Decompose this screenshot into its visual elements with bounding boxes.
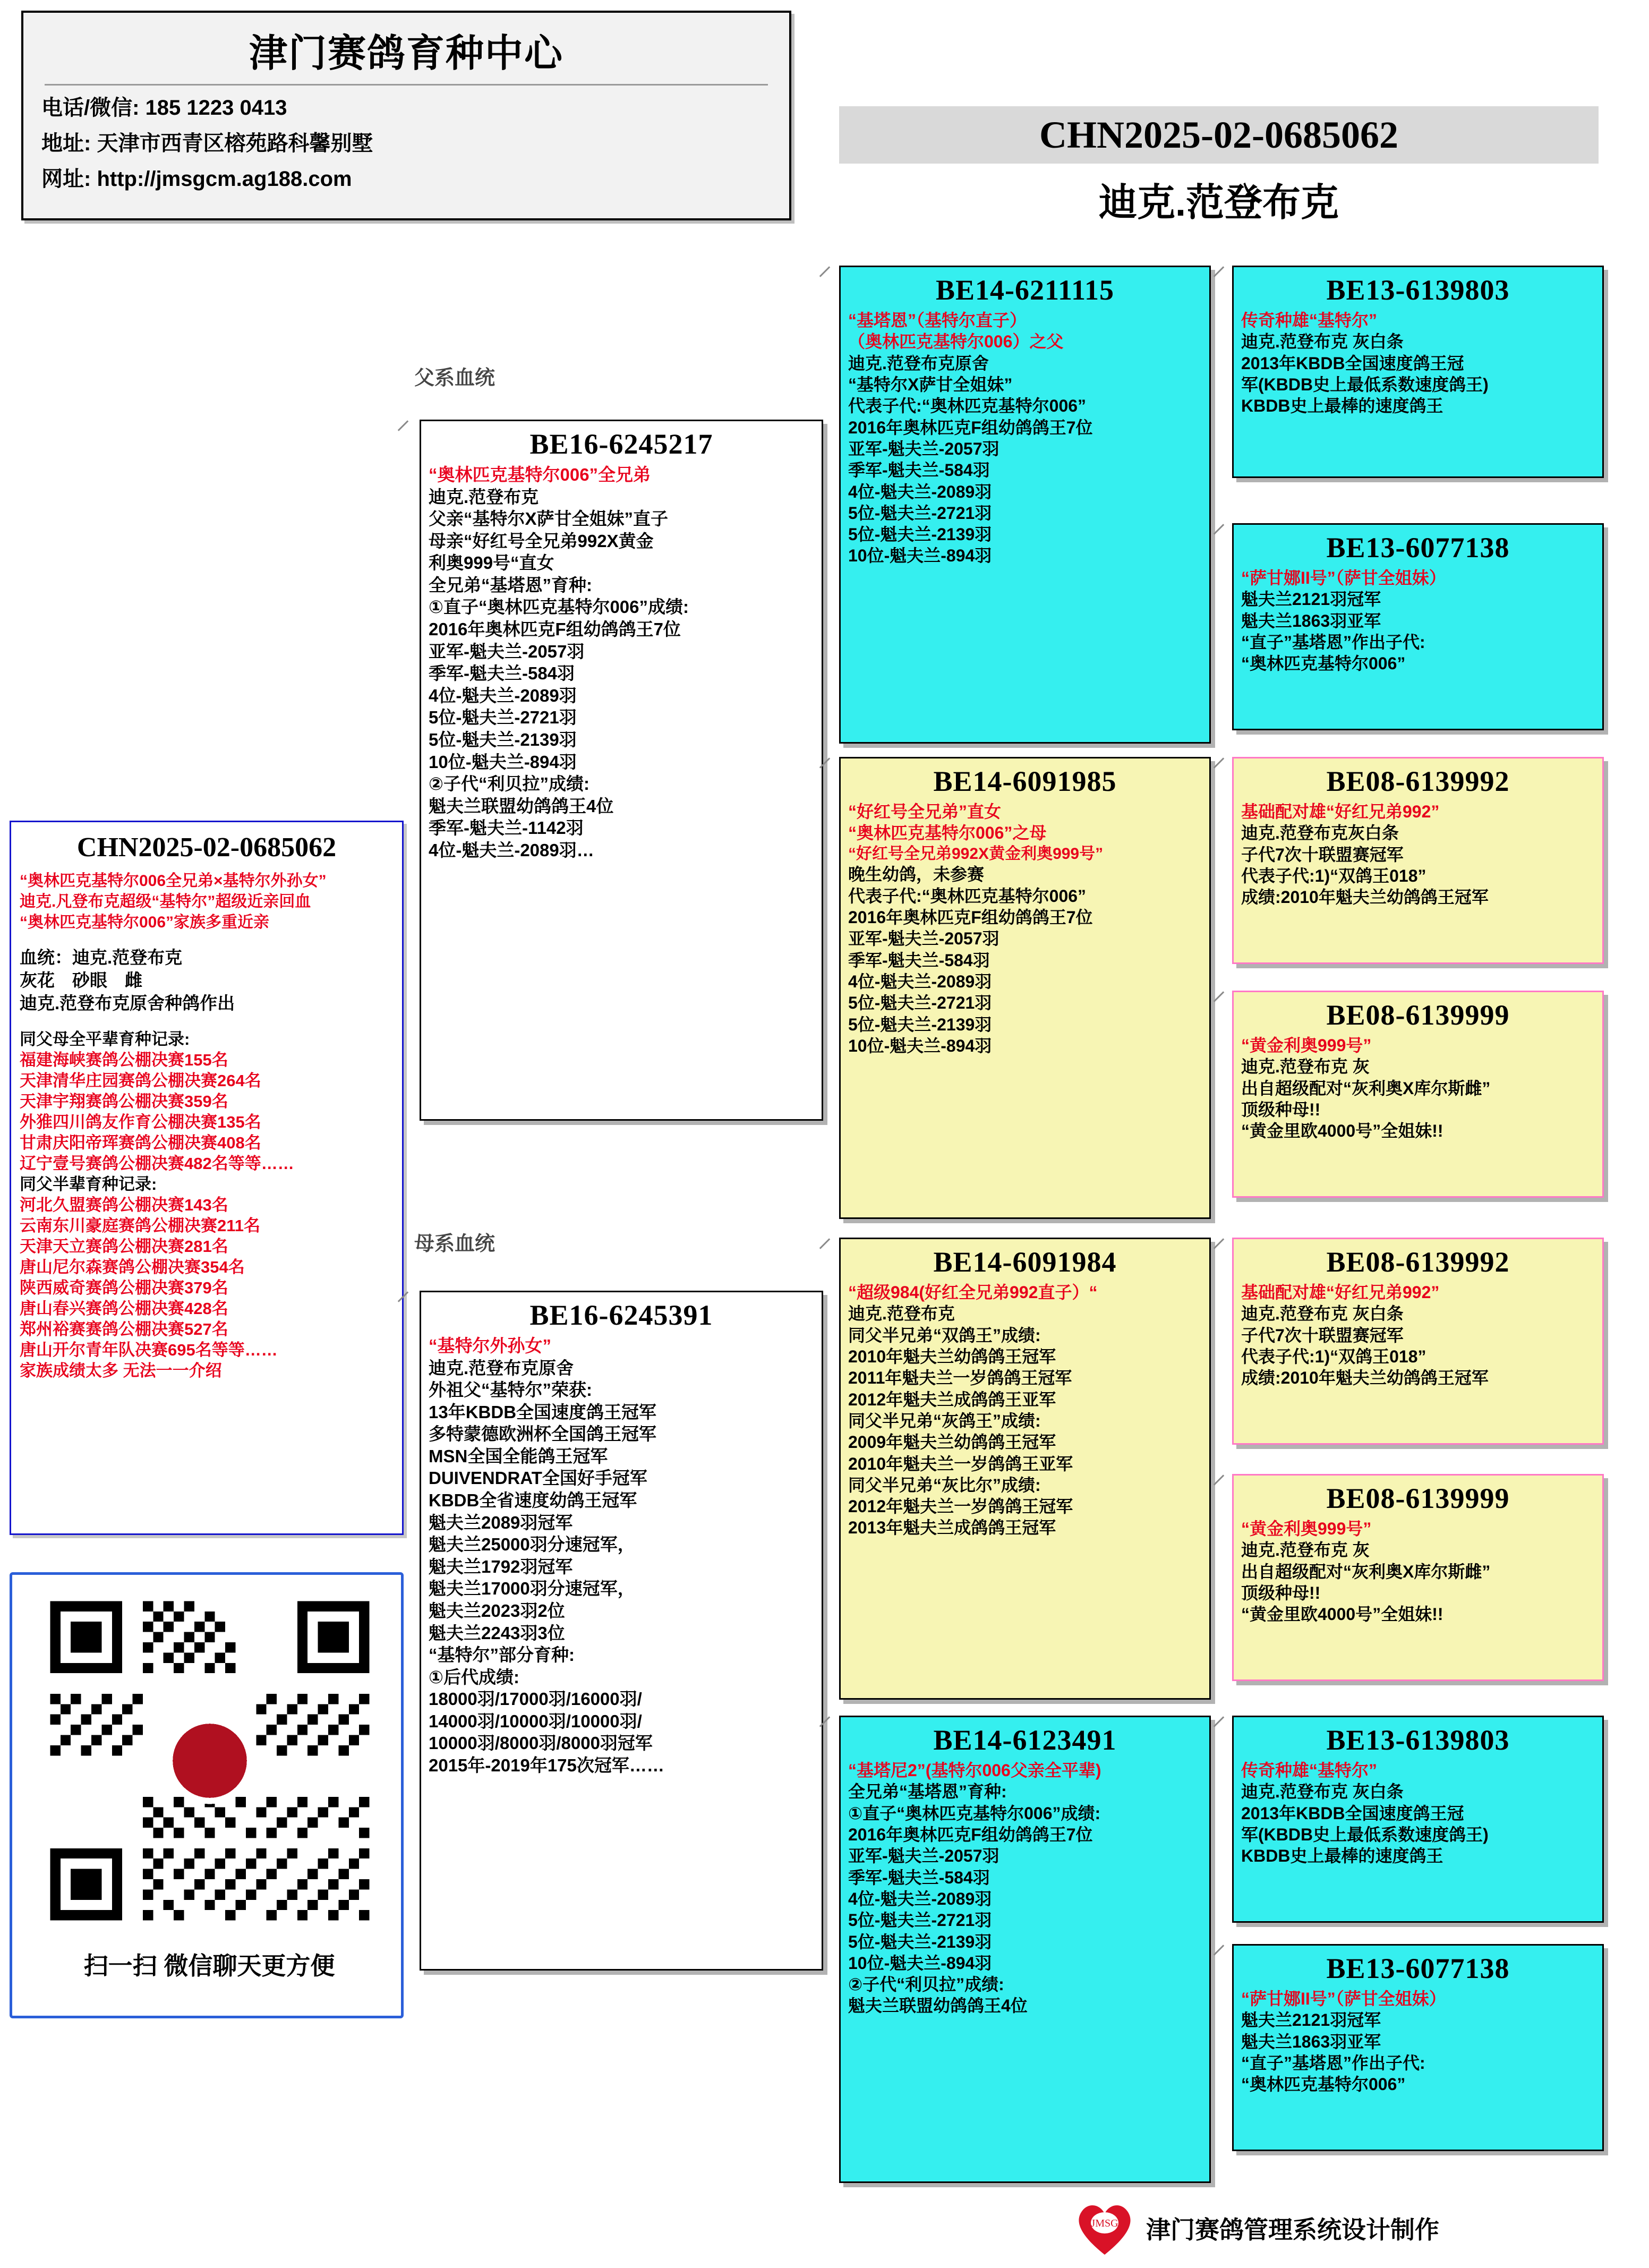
card-g2-1-ring-number: BE14-6211115 — [935, 274, 1115, 306]
card-g2-3-line-7: 同父半兄弟“灰鸽王”成绩: — [848, 1411, 1041, 1430]
connector-tick — [398, 420, 409, 431]
card-g2-2-line-3: “好红号全兄弟992X黄金利奥999号” — [848, 845, 1104, 863]
subject-pigeon-card — [10, 821, 404, 1535]
card-g3-1-line-4: 军(KBDB史上最低系数速度鸽王) — [1241, 374, 1489, 394]
card-g3-8-line-5: “奥林匹克基特尔006” — [1241, 2075, 1406, 2094]
card-g3-8-line-1: “萨甘娜II号”（萨甘全姐妹） — [1241, 1989, 1446, 2008]
card-granddam-paternal — [839, 757, 1211, 1219]
card-g3-4-line-1: “黄金利奥999号” — [1241, 1036, 1372, 1055]
card-sire-line-9: 亚军-魁夫兰-2057羽 — [429, 641, 585, 661]
card-dam-line-14: 魁夫兰2243羽3位 — [429, 1623, 565, 1643]
company-logo-icon — [1073, 2199, 1137, 2257]
card-g3-7-line-4: 军(KBDB史上最低系数速度鸽王) — [1241, 1824, 1489, 1844]
card-sire-line-3: 父亲“基特尔X萨甘全姐妹”直子 — [429, 509, 669, 529]
card-g3-4-line-4: 顶级种母!! — [1241, 1099, 1321, 1119]
card-g2-2-line-8: 季军-魁夫兰-584羽 — [848, 950, 990, 970]
card-g3-6-line-3: 出自超级配对“灰利奥X库尔斯雌” — [1241, 1562, 1491, 1581]
card-g3-5-line-2: 迪克.范登布克 灰白条 — [1241, 1304, 1404, 1324]
card-dam-line-3: 外祖父“基特尔”荣获: — [429, 1380, 592, 1400]
card-g2-3-ring-number: BE14-6091984 — [933, 1246, 1117, 1278]
card-g3-7 — [1232, 1716, 1604, 1923]
card-g2-3-line-10: 同父半兄弟“灰比尔”成绩: — [848, 1475, 1041, 1495]
card-g2-4-line-8: 5位-魁夫兰-2721羽 — [848, 1911, 992, 1930]
subject-info-3: 迪克.范登布克原舍种鸽作出 — [20, 993, 235, 1013]
subject-info-2: 灰花 砂眼 雌 — [20, 970, 142, 990]
card-g3-3-line-2: 迪克.范登布克灰白条 — [1241, 823, 1399, 843]
subject-record-a-5: 甘肃庆阳帝珲赛鸽公棚决赛408名 — [20, 1133, 261, 1152]
card-g2-1-line-6: 2016年奥林匹克F组幼鸽鸽王7位 — [848, 417, 1093, 437]
card-g2-4-line-9: 5位-魁夫兰-2139羽 — [848, 1932, 992, 1951]
card-g2-4-line-4: 2016年奥林匹克F组幼鸽鸽王7位 — [848, 1824, 1093, 1844]
card-g3-4 — [1232, 991, 1604, 1198]
card-g2-3-line-6: 2012年魁夫兰成鸽鸽王亚军 — [848, 1389, 1056, 1409]
card-sire-line-2: 迪克.范登布克 — [429, 487, 539, 507]
connector-tick — [1214, 1716, 1225, 1727]
card-g3-5 — [1232, 1238, 1604, 1445]
card-g2-4-line-10: 10位-魁夫兰-894羽 — [848, 1953, 992, 1973]
card-dam-line-16: ①后代成绩: — [429, 1667, 519, 1687]
subject-ring-number: CHN2025-02-0685062 — [76, 832, 337, 863]
website-label: 网址: — [41, 167, 91, 191]
ring-number-text: CHN2025-02-0685062 — [1039, 113, 1398, 156]
card-g2-4-line-1: “基塔尼2”(基特尔006父亲全平辈) — [848, 1761, 1101, 1780]
subject-red-line-3: “奥林匹克基特尔006”家族多重近亲 — [20, 914, 270, 931]
subject-record-a-3: 天津宇翔赛鸽公棚决赛359名 — [20, 1092, 228, 1111]
card-g3-6-line-5: “黄金里欧4000号”全姐妹!! — [1241, 1605, 1443, 1624]
card-g3-3 — [1232, 757, 1604, 964]
card-dam-line-9: 魁夫兰2089羽冠军 — [429, 1512, 573, 1532]
card-dam-line-10: 魁夫兰25000羽分速冠军， — [429, 1534, 635, 1555]
card-g3-6-line-4: 顶级种母!! — [1241, 1583, 1321, 1602]
card-sire-line-15: ②子代“利贝拉”成绩: — [429, 774, 589, 794]
svg-text:JMSG: JMSG — [1091, 2218, 1118, 2229]
phone-label: 电话/微信: — [41, 96, 140, 120]
card-sire-line-6: 全兄弟“基塔恩”育种: — [429, 575, 592, 595]
card-g2-3-line-5: 2011年魁夫兰一岁鸽鸽王冠军 — [848, 1368, 1072, 1388]
connector-tick — [1214, 266, 1225, 277]
card-g2-1-line-10: 5位-魁夫兰-2721羽 — [848, 503, 992, 523]
subject-record-title-1: 同父母全平辈育种记录: — [20, 1029, 190, 1048]
company-phone-line — [41, 91, 789, 121]
subject-record-b-6: 唐山春兴赛鸽公棚决赛428名 — [20, 1299, 228, 1318]
subject-record-a-6: 辽宁壹号赛鸽公棚决赛482名等等…… — [20, 1154, 294, 1173]
card-g2-2-ring-number: BE14-6091985 — [933, 765, 1117, 797]
subject-record-b-1: 河北久盟赛鸽公棚决赛143名 — [20, 1196, 228, 1215]
footer-text: 津门赛鸽管理系统设计制作 — [1146, 2216, 1439, 2244]
card-g3-3-line-4: 代表子代:1)“双鸽王018” — [1241, 866, 1426, 885]
card-g3-1-line-2: 迪克.范登布克 灰白条 — [1241, 332, 1404, 352]
company-website-line — [41, 162, 789, 192]
card-dam-line-2: 迪克.范登布克原舍 — [429, 1358, 574, 1378]
card-dam-line-15: “基特尔”部分育种: — [429, 1645, 575, 1665]
card-g3-2-line-1: “萨甘娜II号”（萨甘全姐妹） — [1241, 568, 1446, 587]
card-g2-1-line-3: 迪克.范登布克原舍 — [848, 353, 989, 373]
card-g3-6-line-1: “黄金利奥999号” — [1241, 1519, 1372, 1538]
card-sire-line-17: 季军-魁夫兰-1142羽 — [429, 818, 584, 838]
qr-caption: 扫一扫 微信聊天更方便 — [83, 1952, 335, 1980]
card-g2-1-line-4: “基特尔X萨甘全姐妹” — [848, 374, 1013, 394]
card-dam-line-4: 13年KBDB全国速度鸽王冠军 — [429, 1402, 657, 1422]
card-g3-2-line-5: “奥林匹克基特尔006” — [1241, 654, 1406, 673]
connector-tick — [1214, 524, 1225, 535]
card-dam-line-11: 魁夫兰1792羽冠军 — [429, 1556, 573, 1576]
card-g3-8-ring-number: BE13-6077138 — [1326, 1952, 1510, 1984]
card-g3-7-line-1: 传奇种雄“基特尔” — [1241, 1761, 1378, 1780]
connector-tick — [1214, 1474, 1225, 1486]
mother-line-caption: 母系血统 — [414, 1233, 495, 1255]
card-g3-4-ring-number: BE08-6139999 — [1326, 999, 1510, 1031]
card-g2-2-line-4: 晚生幼鸽，未参赛 — [848, 865, 985, 884]
subject-record-b-4: 唐山尼尔森赛鸽公棚决赛354名 — [20, 1258, 245, 1277]
card-g3-1-ring-number: BE13-6139803 — [1326, 274, 1510, 306]
card-sire-line-18: 4位-魁夫兰-2089羽… — [429, 840, 594, 860]
card-dam-line-7: DUIVENDRAT全国好手冠军 — [429, 1468, 647, 1488]
card-dam-ring-number: BE16-6245391 — [529, 1299, 713, 1331]
card-sire-line-1: “奥林匹克基特尔006”全兄弟 — [429, 465, 651, 484]
card-g3-8-line-2: 魁夫兰2121羽冠军 — [1241, 2010, 1381, 2030]
card-g2-2-line-5: 代表子代:“奥林匹克基特尔006” — [848, 886, 1087, 906]
card-g2-2-line-10: 5位-魁夫兰-2721羽 — [848, 993, 992, 1013]
card-sire-line-10: 季军-魁夫兰-584羽 — [429, 663, 575, 684]
father-line-caption: 父系血统 — [414, 367, 495, 389]
address-value: 天津市西青区榕苑路科馨别墅 — [97, 132, 373, 155]
card-g2-1-line-5: 代表子代:“奥林匹克基特尔006” — [848, 396, 1087, 416]
card-g3-2 — [1232, 523, 1604, 730]
card-g2-2-line-7: 亚军-魁夫兰-2057羽 — [848, 929, 999, 949]
card-g3-1 — [1232, 266, 1604, 478]
card-dam-line-8: KBDB全省速度幼鸽王冠军 — [429, 1490, 637, 1511]
card-g3-3-line-1: 基础配对雄“好红兄弟992” — [1241, 802, 1440, 821]
card-g2-2-line-1: “好红号全兄弟”直女 — [848, 802, 1002, 821]
card-g2-3-line-11: 2012年魁夫兰一岁鸽鸽王冠军 — [848, 1497, 1073, 1516]
card-sire-ring-number: BE16-6245217 — [529, 428, 713, 460]
card-g3-8-line-4: “直子”基塔恩”作出子代: — [1241, 2053, 1425, 2073]
card-g2-1-line-11: 5位-魁夫兰-2139羽 — [848, 525, 992, 544]
qr-code-image — [40, 1591, 380, 1931]
card-sire-line-12: 5位-魁夫兰-2721羽 — [429, 707, 577, 728]
card-g2-1-line-8: 季军-魁夫兰-584羽 — [848, 461, 990, 480]
card-sire-line-11: 4位-魁夫兰-2089羽 — [429, 685, 577, 705]
footer — [1073, 2199, 1636, 2257]
card-g2-1-line-9: 4位-魁夫兰-2089羽 — [848, 482, 992, 501]
card-sire-line-8: 2016年奥林匹克F组幼鸽鸽王7位 — [429, 619, 681, 640]
card-dam-line-5: 多特蒙德欧洲杯全国鸽王冠军 — [429, 1424, 656, 1444]
card-g3-7-line-2: 迪克.范登布克 灰白条 — [1241, 1782, 1404, 1802]
subject-record-b-5: 陕西威奇赛鸽公棚决赛379名 — [20, 1278, 228, 1298]
subject-record-b-8: 唐山开尔青年队决赛695名等等…… — [20, 1341, 278, 1360]
card-g3-1-line-3: 2013年KBDB全国速度鸽王冠 — [1241, 353, 1464, 373]
card-dam-line-19: 10000羽/8000羽/8000羽冠军 — [429, 1733, 653, 1753]
subject-record-b-3: 天津天立赛鸽公棚决赛281名 — [20, 1237, 228, 1256]
card-dam-line-12: 魁夫兰17000羽分速冠军， — [429, 1579, 635, 1599]
company-title: 津门赛鸽育种中心 — [249, 32, 563, 75]
subject-red-line-1: “奥林匹克基特尔006全兄弟×基特尔外孙女” — [20, 872, 327, 890]
card-g2-2-line-12: 10位-魁夫兰-894羽 — [848, 1036, 992, 1055]
card-dam-line-18: 14000羽/10000羽/10000羽/ — [429, 1711, 642, 1731]
card-grandsire-maternal — [839, 1238, 1211, 1700]
subject-record-b-7: 郑州裕赛赛鸽公棚决赛527名 — [20, 1320, 228, 1339]
connector-tick — [1214, 991, 1225, 1002]
subject-record-b-9: 家族成绩太多 无法一一介绍 — [20, 1361, 222, 1380]
subject-red-line-2: 迪克.凡登布克超级“基特尔”超级近亲回血 — [20, 893, 311, 910]
card-g3-3-line-5: 成绩:2010年魁夫兰幼鸽鸽王冠军 — [1241, 888, 1489, 907]
card-granddam-maternal — [839, 1716, 1211, 2183]
card-g2-1-line-2: （奥林匹克基特尔006）之父 — [848, 332, 1064, 352]
company-address-line — [41, 126, 789, 157]
card-g3-6-line-2: 迪克.范登布克 灰 — [1241, 1540, 1370, 1560]
card-g2-4-line-7: 4位-魁夫兰-2089羽 — [848, 1889, 992, 1908]
card-g2-1-line-12: 10位-魁夫兰-894羽 — [848, 546, 992, 566]
card-g3-7-line-5: KBDB史上最棒的速度鸽王 — [1241, 1846, 1443, 1866]
card-dam-line-20: 2015年-2019年175次冠军…… — [429, 1755, 664, 1775]
card-g2-4-line-11: ②子代“利贝拉”成绩: — [848, 1975, 1004, 1994]
card-dam-line-6: MSN全国全能鸽王冠军 — [429, 1446, 608, 1466]
card-g2-1-line-7: 亚军-魁夫兰-2057羽 — [848, 439, 999, 458]
card-g3-2-line-4: “直子”基塔恩”作出子代: — [1241, 632, 1425, 652]
subject-record-title-2: 同父半辈育种记录: — [20, 1175, 157, 1193]
card-g3-8 — [1232, 1944, 1604, 2151]
phone-value: 185 1223 0413 — [145, 96, 287, 120]
card-dam-line-1: “基特尔外孙女” — [429, 1336, 551, 1355]
card-g3-2-ring-number: BE13-6077138 — [1326, 532, 1510, 564]
card-g2-3-line-1: “超级984(好红全兄弟992直子）“ — [848, 1283, 1098, 1302]
card-g3-4-line-5: “黄金里欧4000号”全姐妹!! — [1241, 1121, 1443, 1141]
card-g3-5-line-4: 代表子代:1)“双鸽王018” — [1241, 1346, 1426, 1366]
subject-record-a-1: 福建海峡赛鸽公棚决赛155名 — [20, 1050, 228, 1069]
card-g2-3-line-9: 2010年魁夫兰一岁鸽鸽王亚军 — [848, 1454, 1073, 1473]
card-g3-1-line-5: KBDB史上最棒的速度鸽王 — [1241, 396, 1443, 416]
card-g3-5-line-1: 基础配对雄“好红兄弟992” — [1241, 1283, 1440, 1302]
card-g2-4-line-3: ①直子“奥林匹克基特尔006”成绩: — [848, 1803, 1101, 1823]
connector-tick — [1214, 757, 1225, 769]
card-sire-line-7: ①直子“奥林匹克基特尔006”成绩: — [429, 597, 689, 617]
subject-record-a-4: 外猚四川鸽友作育公棚决赛135名 — [20, 1112, 261, 1131]
card-g3-4-line-2: 迪克.范登布克 灰 — [1241, 1057, 1370, 1077]
card-g2-4-ring-number: BE14-6123491 — [933, 1724, 1117, 1756]
card-sire-line-14: 10位-魁夫兰-894羽 — [429, 752, 577, 772]
card-g3-4-line-3: 出自超级配对“灰利奥X库尔斯雌” — [1241, 1078, 1491, 1098]
card-g3-5-line-3: 子代7次十联盟赛冠军 — [1241, 1325, 1404, 1345]
card-g3-7-ring-number: BE13-6139803 — [1326, 1724, 1510, 1756]
subject-info-1: 血统：迪克.范登布克 — [20, 948, 183, 967]
card-g2-3-line-8: 2009年魁夫兰幼鸽鸽王冠军 — [848, 1433, 1056, 1452]
card-g2-3-line-4: 2010年魁夫兰幼鸽鸽王冠军 — [848, 1346, 1056, 1366]
subject-record-b-2: 云南东川豪庭赛鸽公棚决赛211名 — [20, 1216, 261, 1235]
card-g2-4-line-2: 全兄弟“基塔恩”育种: — [848, 1782, 1007, 1802]
card-g2-4-line-6: 季军-魁夫兰-584羽 — [848, 1868, 990, 1887]
card-g3-8-line-3: 魁夫兰1863羽亚军 — [1241, 2032, 1381, 2051]
card-g2-3-line-2: 迪克.范登布克 — [848, 1304, 955, 1324]
card-g2-2-line-2: “奥林匹克基特尔006”之母 — [848, 823, 1047, 843]
card-sire-line-4: 母亲“好红号全兄弟992X黄金 — [429, 531, 654, 551]
card-g3-3-ring-number: BE08-6139992 — [1326, 765, 1510, 797]
card-dam — [420, 1291, 823, 1971]
card-g3-3-line-3: 子代7次十联盟赛冠军 — [1241, 845, 1404, 864]
card-g2-2-line-6: 2016年奥林匹克F组幼鸽鸽王7位 — [848, 908, 1093, 927]
qr-code-box — [10, 1572, 404, 2018]
card-sire — [420, 420, 823, 1121]
card-sire-line-16: 魁夫兰联盟幼鸽鸽王4位 — [429, 796, 614, 816]
card-g2-1-line-1: “基塔恩”（基特尔直子） — [848, 311, 1027, 330]
connector-tick — [1214, 1945, 1225, 1956]
card-g2-4-line-5: 亚军-魁夫兰-2057羽 — [848, 1846, 999, 1866]
connector-tick — [819, 266, 831, 277]
card-sire-line-5: 利奥999号“直女 — [429, 553, 554, 573]
breeder-name: 迪克.范登布克 — [1098, 182, 1339, 224]
card-g3-1-line-1: 传奇种雄“基特尔” — [1241, 311, 1378, 330]
address-label: 地址: — [41, 132, 91, 155]
card-g3-2-line-3: 魁夫兰1863羽亚军 — [1241, 611, 1381, 630]
card-g2-4-line-12: 魁夫兰联盟幼鸽鸽王4位 — [848, 1996, 1028, 2016]
card-g3-5-line-5: 成绩:2010年魁夫兰幼鸽鸽王冠军 — [1241, 1368, 1489, 1388]
connector-tick — [819, 1238, 831, 1249]
card-g3-7-line-3: 2013年KBDB全国速度鸽王冠 — [1241, 1803, 1464, 1823]
card-sire-line-13: 5位-魁夫兰-2139羽 — [429, 729, 577, 749]
card-g2-3-line-12: 2013年魁夫兰成鸽鸽王冠军 — [848, 1518, 1056, 1538]
subject-record-a-2: 天津清华庄园赛鸽公棚决赛264名 — [20, 1071, 261, 1090]
divider — [45, 84, 768, 86]
card-g3-5-ring-number: BE08-6139992 — [1326, 1246, 1510, 1278]
connector-tick — [1214, 1238, 1225, 1249]
website-value: http://jmsgcm.ag188.com — [97, 167, 352, 191]
card-g2-2-line-9: 4位-魁夫兰-2089羽 — [848, 971, 992, 991]
card-g2-2-line-11: 5位-魁夫兰-2139羽 — [848, 1014, 992, 1034]
ring-number-header — [839, 106, 1599, 164]
card-g3-2-line-2: 魁夫兰2121羽冠军 — [1241, 590, 1381, 609]
card-dam-line-17: 18000羽/17000羽/16000羽/ — [429, 1689, 642, 1709]
company-info-box — [21, 11, 791, 220]
card-grandsire-paternal — [839, 266, 1211, 744]
card-g3-6-ring-number: BE08-6139999 — [1326, 1482, 1510, 1514]
card-g3-6 — [1232, 1474, 1604, 1681]
card-g2-3-line-3: 同父半兄弟“双鸽王”成绩: — [848, 1325, 1041, 1345]
card-dam-line-13: 魁夫兰2023羽2位 — [429, 1600, 565, 1621]
